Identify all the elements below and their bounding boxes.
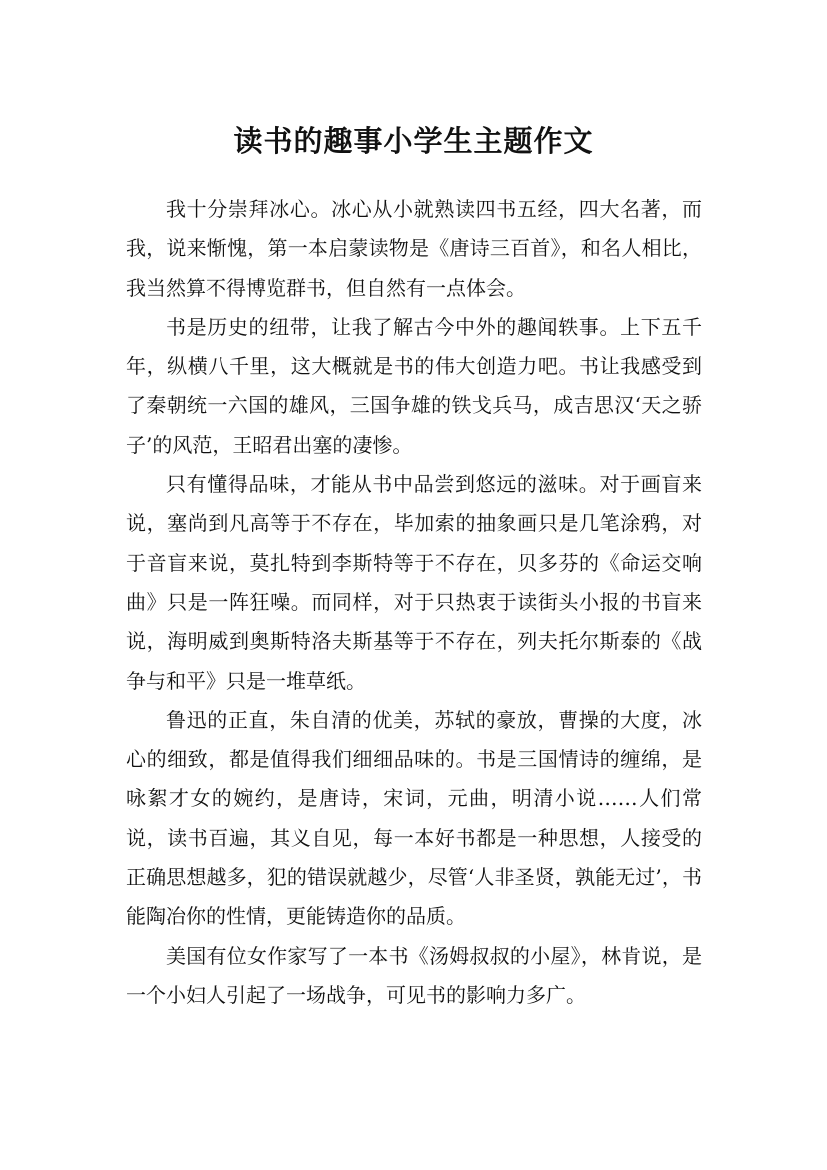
document-title: 读书的趣事小学生主题作文	[233, 124, 594, 159]
paragraph: 书是历史的纽带，让我了解古今中外的趣闻轶事。上下五千年，纵横八千里，这大概就是书的伟大创造力吧。书让我感受到了秦朝统一六国的雄风，三国争雄的铁戈兵马，成吉思汉‘天之骄子’的风范，王昭君出塞的凄惨。	[126, 314, 702, 457]
paragraph: 美国有位女作家写了一本书《汤姆叔叔的小屋》，林肯说，是一个小妇人引起了一场战争，可见书的影响力多广。	[126, 943, 702, 1007]
paragraph: 鲁迅的正直，朱自清的优美，苏轼的豪放，曹操的大度，冰心的细致，都是值得我们细细品味的。书是三国情诗的缠绵，是咏絮才女的婉约，是唐诗，宋词，元曲，明清小说……人们常说，读书百遍，其义自见，每一本好书都是一种思想，人接受的正确思想越多，犯的错误就越少，尽管‘人非圣贤，孰能无过’，书能陶冶你的性情，更能铸造你的品质。	[126, 707, 702, 929]
document-body	[126, 190, 702, 1015]
paragraph: 我十分崇拜冰心。冰心从小就熟读四书五经，四大名著，而我，说来惭愧，第一本启蒙读物是《唐诗三百首》，和名人相比，我当然算不得博览群书，但自然有一点体会。	[126, 197, 702, 300]
paragraph: 只有懂得品味，才能从书中品尝到悠远的滋味。对于画盲来说，塞尚到凡高等于不存在，毕加索的抽象画只是几笔涂鸦，对于音盲来说，莫扎特到李斯特等于不存在，贝多芬的《命运交响曲》只是一阵狂噪。而同样，对于只热衷于读街头小报的书盲来说，海明威到奥斯特洛夫斯基等于不存在，列夫托尔斯泰的《战争与和平》只是一堆草纸。	[126, 472, 702, 693]
